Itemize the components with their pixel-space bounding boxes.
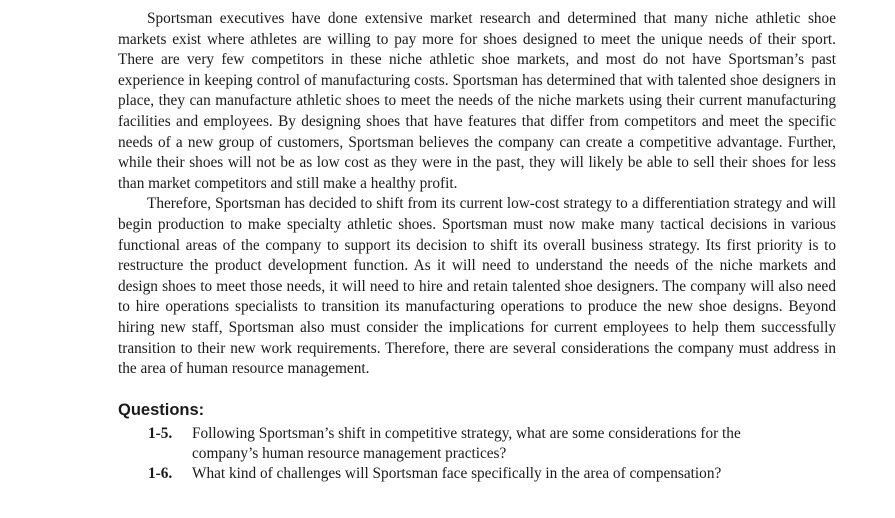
questions-heading: Questions:: [118, 400, 205, 419]
question-text: Following Sportsman’s shift in competitive strategy, what are some considerations for the company’s human resource management practices?: [192, 424, 741, 462]
question-item-1-5: [118, 424, 836, 464]
document-page: [118, 9, 836, 484]
question-text: What kind of challenges will Sportsman face specifically in the area of compensation?: [192, 464, 722, 482]
questions-list: [118, 424, 836, 484]
body-paragraph-2: Therefore, Sportsman has decided to shift from its current low-cost strategy to a differentiation strategy and will begin production to make specialty athletic shoes. Sportsman must now make many tactical decisions in various functional areas of the company to support its decision to shift its overall business strategy. Its first priority is to restructure the product development function. As it will need to understand the needs of the niche markets and design shoes to meet those needs, it will need to hire and retain talented shoe designers. The company will also need to hire operations specialists to transition its manufacturing operations to produce the new shoe designs. Beyond hiring new staff, Sportsman also must consider the implications for current employees to help them successfully transition to their new work requirements. Therefore, there are several considerations the company must address in the area of human resource management.: [118, 195, 836, 378]
question-item-1-6: [118, 464, 836, 484]
question-number: 1-5.: [148, 424, 173, 442]
body-paragraph-1: Sportsman executives have done extensive market research and determined that many niche athletic shoe markets exist where athletes are willing to pay more for shoes designed to meet the unique needs of their sport. There are very few competitors in these niche athletic shoe markets, and most do not have Sportsman’s past experience in keeping control of manufacturing costs. Sportsman has determined that with talented shoe designers in place, they can manufacture athletic shoes to meet the needs of the niche markets using their current manufacturing facilities and employees. By designing shoes that have features that differ from competitors and meet the specific needs of a new group of customers, Sportsman believes the company can create a competitive advantage. Further, while their shoes will not be as low cost as they were in the past, they will likely be able to sell their shoes for less than market competitors and still make a healthy profit.: [118, 10, 836, 192]
question-number: 1-6.: [148, 464, 173, 482]
